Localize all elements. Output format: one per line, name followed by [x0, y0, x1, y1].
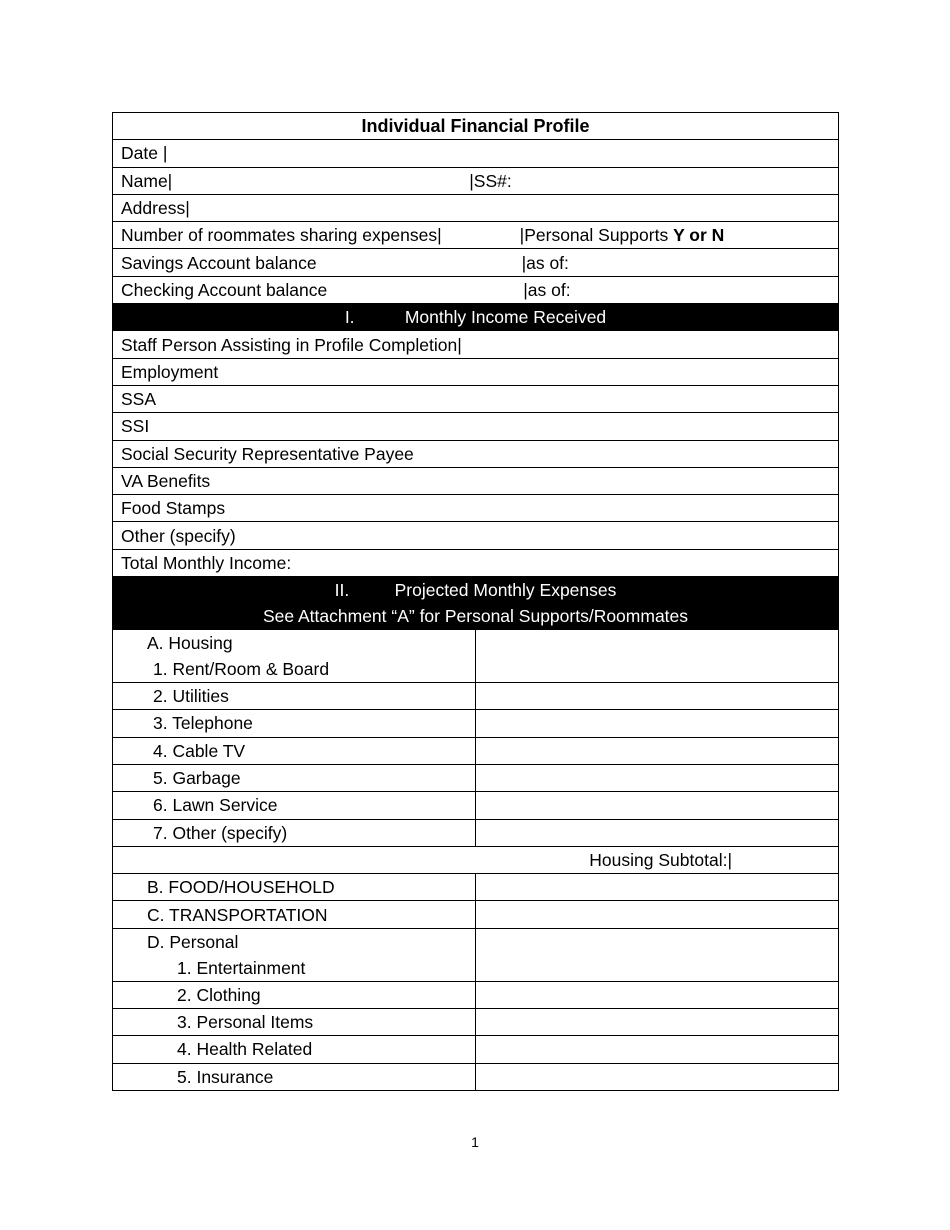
personal-label: D. Personal: [147, 931, 239, 952]
roommates-label: Number of roommates sharing expenses|: [121, 225, 442, 246]
housing-rent-amount[interactable]: [476, 630, 839, 683]
section-income-title: Monthly Income Received: [404, 307, 607, 328]
section-income-number: I.: [344, 307, 355, 328]
personal-item-clothing: 2. Clothing: [177, 984, 261, 1005]
housing-item-other: 7. Other (specify): [153, 822, 288, 843]
checking-row[interactable]: [113, 276, 839, 303]
housing-item-telephone: 3. Telephone: [153, 713, 253, 734]
housing-label: A. Housing: [147, 633, 233, 654]
housing-item-lawn: 6. Lawn Service: [153, 795, 278, 816]
personal-item-row: [113, 1063, 476, 1090]
checking-label: Checking Account balance: [121, 279, 328, 300]
housing-other-amount[interactable]: [476, 819, 839, 846]
housing-item-row: [113, 819, 476, 846]
form-title: Individual Financial Profile: [113, 113, 839, 140]
housing-label-cell: [113, 630, 476, 683]
housing-item-row: [113, 683, 476, 710]
personal-item-insurance: 5. Insurance: [177, 1066, 274, 1087]
date-field[interactable]: [113, 140, 839, 167]
checking-asof-label: |as of:: [523, 279, 571, 300]
housing-item-rent: 1. Rent/Room & Board: [153, 659, 330, 680]
income-row-ssi[interactable]: SSI: [113, 413, 839, 440]
personal-entertainment-amount[interactable]: [476, 928, 839, 981]
personal-label-cell: [113, 928, 476, 981]
page-number: 1: [471, 1134, 479, 1150]
housing-item-row: [113, 764, 476, 791]
food-row: [113, 874, 476, 901]
income-row-staff[interactable]: Staff Person Assisting in Profile Completion|: [113, 331, 839, 358]
personal-items-amount[interactable]: [476, 1009, 839, 1036]
roommates-row[interactable]: [113, 222, 839, 249]
housing-item-cable: 4. Cable TV: [153, 740, 246, 761]
section-expenses-subtitle: See Attachment “A” for Personal Supports/Roommates: [262, 606, 689, 627]
transportation-amount[interactable]: [476, 901, 839, 928]
personal-insurance-amount[interactable]: [476, 1063, 839, 1090]
food-label: B. FOOD/HOUSEHOLD: [147, 877, 335, 898]
personal-item-row: [113, 981, 476, 1008]
savings-asof-label: |as of:: [521, 252, 569, 273]
savings-row[interactable]: [113, 249, 839, 276]
section-expenses-number: II.: [334, 580, 350, 601]
personal-item-row: [113, 1036, 476, 1063]
housing-cable-amount[interactable]: [476, 737, 839, 764]
housing-item-garbage: 5. Garbage: [153, 768, 241, 789]
personal-clothing-amount[interactable]: [476, 981, 839, 1008]
income-row-ssa[interactable]: SSA: [113, 385, 839, 412]
name-label: Name|: [121, 170, 173, 191]
housing-subtotal[interactable]: Housing Subtotal:|: [113, 846, 839, 873]
housing-item-row: [113, 737, 476, 764]
personal-item-health: 4. Health Related: [177, 1039, 313, 1060]
transportation-label: C. TRANSPORTATION: [147, 904, 328, 925]
financial-profile-form: [112, 112, 839, 1091]
personal-item-row: [113, 1009, 476, 1036]
food-amount[interactable]: [476, 874, 839, 901]
income-row-rep-payee[interactable]: Social Security Representative Payee: [113, 440, 839, 467]
address-label: Address|: [121, 198, 190, 219]
address-field[interactable]: [113, 194, 839, 221]
income-row-total[interactable]: Total Monthly Income:: [113, 549, 839, 576]
housing-utilities-amount[interactable]: [476, 683, 839, 710]
income-row-other[interactable]: Other (specify): [113, 522, 839, 549]
section-expenses-header: [113, 577, 839, 630]
housing-item-row: [113, 710, 476, 737]
housing-telephone-amount[interactable]: [476, 710, 839, 737]
housing-garbage-amount[interactable]: [476, 764, 839, 791]
income-row-employment[interactable]: Employment: [113, 358, 839, 385]
personal-item-personal-items: 3. Personal Items: [177, 1012, 314, 1033]
personal-supports-label: |Personal Supports: [519, 225, 674, 246]
personal-health-amount[interactable]: [476, 1036, 839, 1063]
income-row-va[interactable]: VA Benefits: [113, 467, 839, 494]
personal-item-entertainment: 1. Entertainment: [177, 957, 306, 978]
savings-label: Savings Account balance: [121, 252, 317, 273]
housing-item-utilities: 2. Utilities: [153, 686, 229, 707]
transportation-row: [113, 901, 476, 928]
yes-no-label: Y or N: [673, 225, 725, 246]
section-income-header: [113, 304, 839, 331]
ssn-label: |SS#:: [469, 170, 512, 191]
section-expenses-title: Projected Monthly Expenses: [394, 580, 617, 601]
date-label: Date |: [121, 143, 168, 164]
housing-item-row: [113, 792, 476, 819]
name-ssn-row[interactable]: [113, 167, 839, 194]
housing-lawn-amount[interactable]: [476, 792, 839, 819]
income-row-food-stamps[interactable]: Food Stamps: [113, 495, 839, 522]
